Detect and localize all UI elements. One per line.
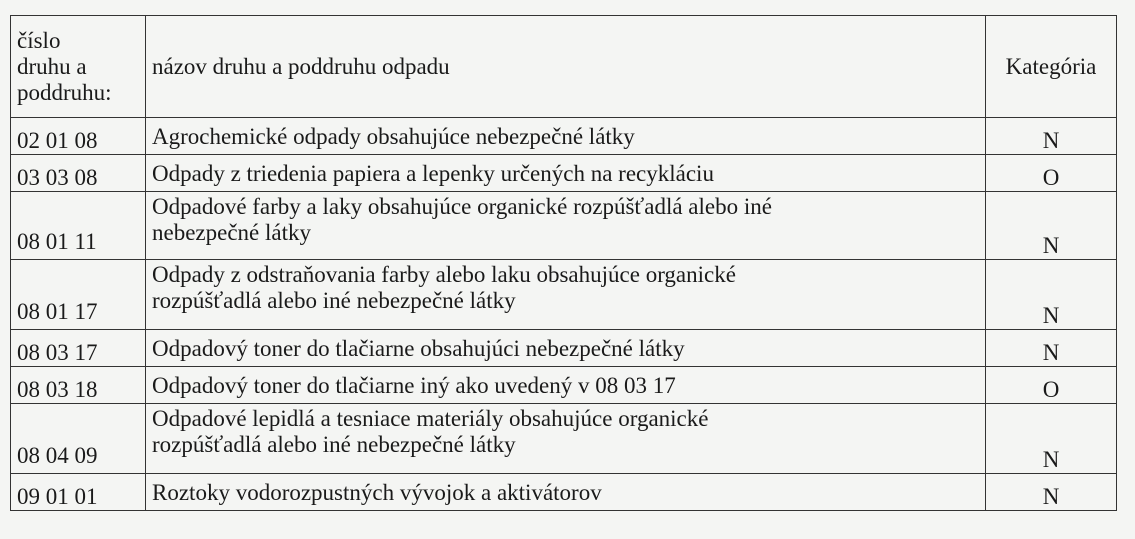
header-category: Kategória xyxy=(986,16,1117,118)
waste-name: Odpady z odstraňovania farby alebo laku obsahujúce organické rozpúšťadlá alebo iné nebezpečné látky xyxy=(146,260,986,330)
table-row xyxy=(11,330,1117,367)
waste-code: 08 03 18 xyxy=(11,367,146,404)
waste-category: N xyxy=(986,192,1117,260)
table-row xyxy=(11,155,1117,192)
waste-code: 08 01 17 xyxy=(11,260,146,330)
table-row xyxy=(11,118,1117,155)
waste-name: Odpadové farby a laky obsahujúce organické rozpúšťadlá alebo iné nebezpečné látky xyxy=(146,192,986,260)
table-row xyxy=(11,404,1117,474)
waste-code: 08 03 17 xyxy=(11,330,146,367)
header-name: názov druhu a poddruhu odpadu xyxy=(146,16,986,118)
waste-catalog-table xyxy=(10,15,1117,511)
waste-code: 09 01 01 xyxy=(11,474,146,511)
waste-category: O xyxy=(986,155,1117,192)
waste-category: N xyxy=(986,474,1117,511)
waste-name: Odpadové lepidlá a tesniace materiály obsahujúce organické rozpúšťadlá alebo iné nebezpečné látky xyxy=(146,404,986,474)
waste-category: N xyxy=(986,404,1117,474)
table-row xyxy=(11,192,1117,260)
waste-code: 03 03 08 xyxy=(11,155,146,192)
waste-category: N xyxy=(986,118,1117,155)
waste-name: Agrochemické odpady obsahujúce nebezpečné látky xyxy=(146,118,986,155)
waste-category: N xyxy=(986,260,1117,330)
waste-code: 02 01 08 xyxy=(11,118,146,155)
table-header-row xyxy=(11,16,1117,118)
waste-name: Odpadový toner do tlačiarne iný ako uvedený v 08 03 17 xyxy=(146,367,986,404)
table-row xyxy=(11,260,1117,330)
waste-category: O xyxy=(986,367,1117,404)
waste-code: 08 04 09 xyxy=(11,404,146,474)
waste-name: Roztoky vodorozpustných vývojok a aktivátorov xyxy=(146,474,986,511)
waste-name: Odpady z triedenia papiera a lepenky určených na recykláciu xyxy=(146,155,986,192)
table-row xyxy=(11,367,1117,404)
table-row xyxy=(11,474,1117,511)
header-code: číslo druhu a poddruhu: xyxy=(11,16,146,118)
waste-name: Odpadový toner do tlačiarne obsahujúci nebezpečné látky xyxy=(146,330,986,367)
waste-category: N xyxy=(986,330,1117,367)
waste-code: 08 01 11 xyxy=(11,192,146,260)
